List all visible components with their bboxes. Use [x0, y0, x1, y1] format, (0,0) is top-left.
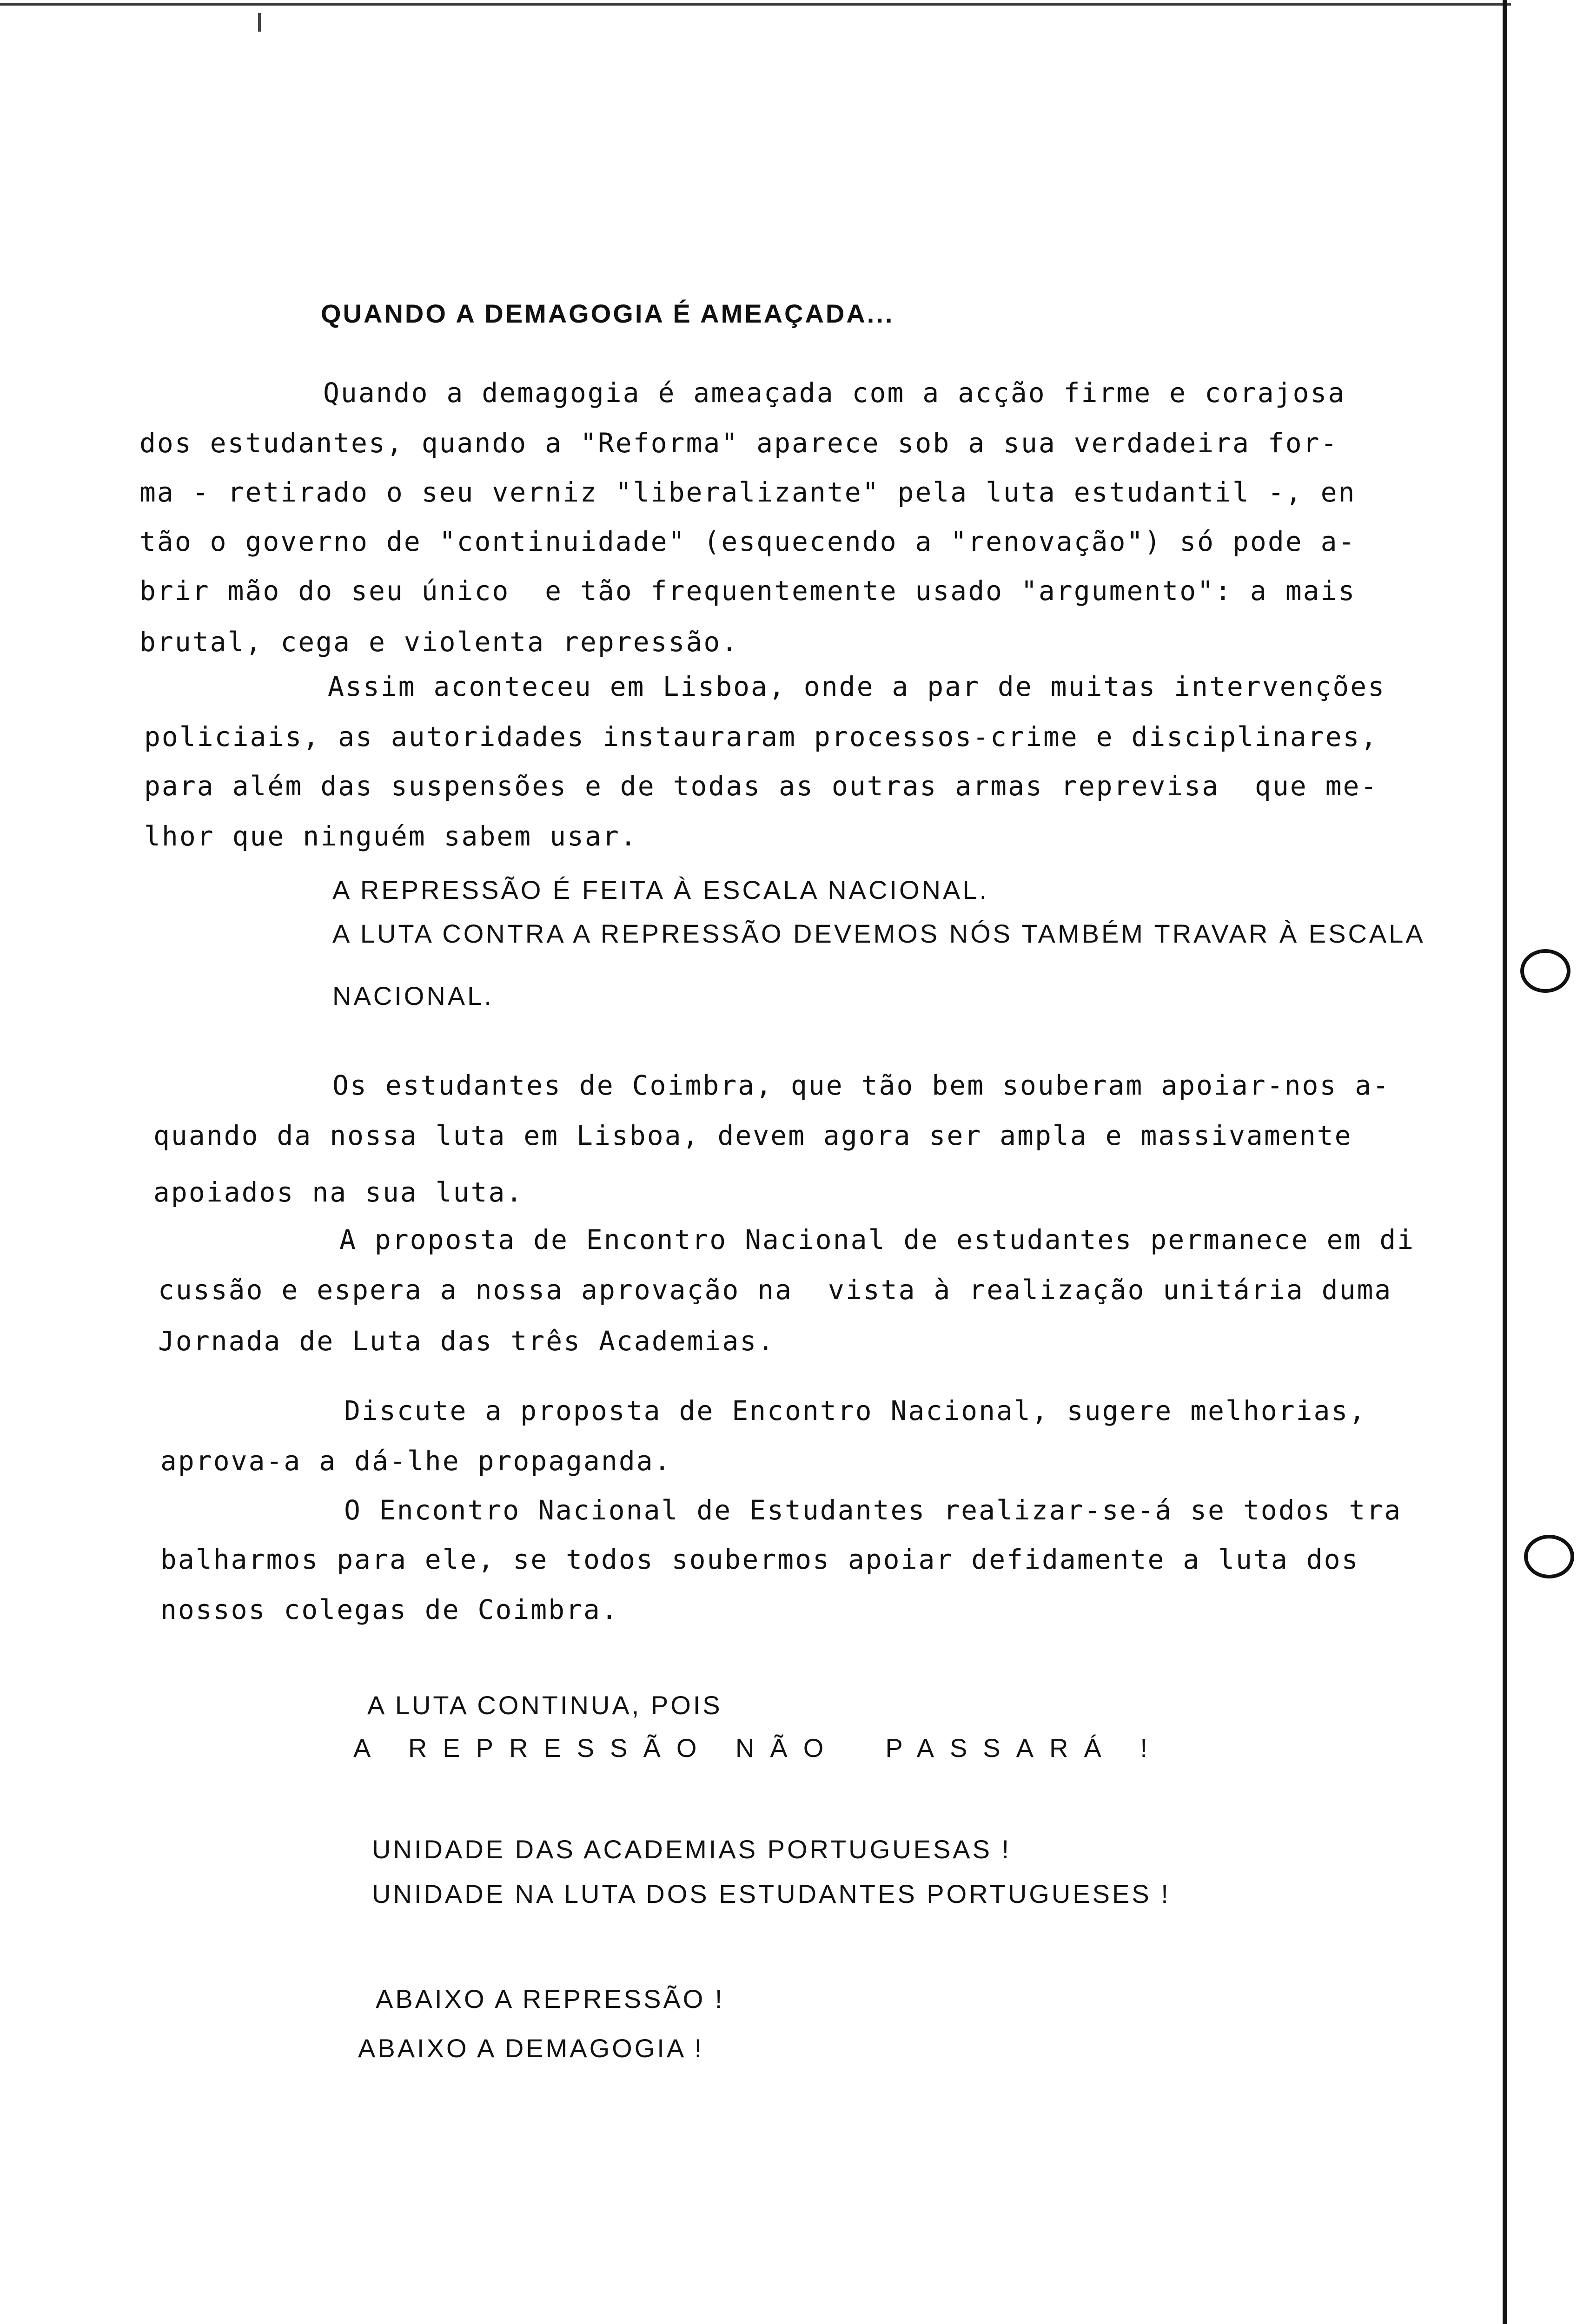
caps-statement: NACIONAL.: [332, 981, 494, 1010]
paragraph-line: tão o governo de "continuidade" (esquecendo a "renovação") só pode a-: [139, 526, 1356, 557]
caps-statement: A REPRESSÃO É FEITA À ESCALA NACIONAL.: [332, 875, 989, 905]
paragraph-line: ma - retirado o seu verniz "liberalizante" pela luta estudantil -, en: [139, 476, 1356, 508]
slogan: ABAIXO A REPRESSÃO !: [376, 1984, 725, 2014]
document-title: QUANDO A DEMAGOGIA É AMEAÇADA...: [321, 299, 895, 328]
slogan: UNIDADE NA LUTA DOS ESTUDANTES PORTUGUESES !: [372, 1879, 1171, 1908]
paragraph-line: aprova-a a dá-lhe propaganda.: [160, 1445, 672, 1477]
scan-right-edge: [1503, 0, 1507, 2324]
paragraph-line: brutal, cega e violenta repressão.: [139, 626, 739, 658]
paragraph-line: Quando a demagogia é ameaçada com a acção firme e corajosa: [323, 377, 1346, 409]
caps-statement: A LUTA CONTRA A REPRESSÃO DEVEMOS NÓS TAMBÉM TRAVAR À ESCALA: [332, 919, 1425, 948]
paragraph-line: Jornada de Luta das três Academias.: [158, 1325, 775, 1357]
slogan: UNIDADE DAS ACADEMIAS PORTUGUESAS !: [372, 1835, 1012, 1864]
paragraph-line: balharmos para ele, se todos soubermos apoiar defidamente a luta dos: [160, 1544, 1359, 1575]
paragraph-line: O Encontro Nacional de Estudantes realizar-se-á se todos tra: [344, 1494, 1402, 1526]
scan-tick-mark: [258, 13, 261, 32]
paragraph-line: policiais, as autoridades instauraram processos-crime e disciplinares,: [144, 721, 1378, 753]
paragraph-line: A proposta de Encontro Nacional de estudantes permanece em di: [339, 1224, 1415, 1255]
paragraph-line: brir mão do seu único e tão frequentemente usado "argumento": a mais: [139, 575, 1356, 607]
punch-hole-lower: [1524, 1535, 1574, 1578]
paragraph-line: nossos colegas de Coimbra.: [160, 1594, 619, 1625]
paragraph-line: Assim aconteceu em Lisboa, onde a par de muitas intervenções: [328, 671, 1386, 702]
paragraph-line: dos estudantes, quando a "Reforma" aparece sob a sua verdadeira for-: [139, 427, 1338, 459]
paragraph-line: Discute a proposta de Encontro Nacional, sugere melhorias,: [344, 1395, 1367, 1426]
paragraph-line: para além das suspensões e de todas as outras armas reprevisa que me-: [144, 770, 1378, 802]
slogan: A LUTA CONTINUA, POIS: [367, 1690, 722, 1720]
paragraph-line: apoiados na sua luta.: [153, 1176, 524, 1208]
slogan: ABAIXO A DEMAGOGIA !: [358, 2034, 704, 2063]
scan-top-edge: [0, 3, 1511, 6]
paragraph-line: quando da nossa luta em Lisboa, devem agora ser ampla e massivamente: [153, 1120, 1352, 1151]
paragraph-line: Os estudantes de Coimbra, que tão bem souberam apoiar-nos a-: [332, 1070, 1391, 1101]
slogan-spaced: A REPRESSÃO NÃO PASSARÁ !: [353, 1733, 1163, 1763]
punch-hole-upper: [1520, 949, 1570, 993]
paragraph-line: lhor que ninguém sabem usar.: [144, 820, 638, 852]
paragraph-line: cussão e espera a nossa aprovação na vista à realização unitária duma: [158, 1274, 1392, 1306]
